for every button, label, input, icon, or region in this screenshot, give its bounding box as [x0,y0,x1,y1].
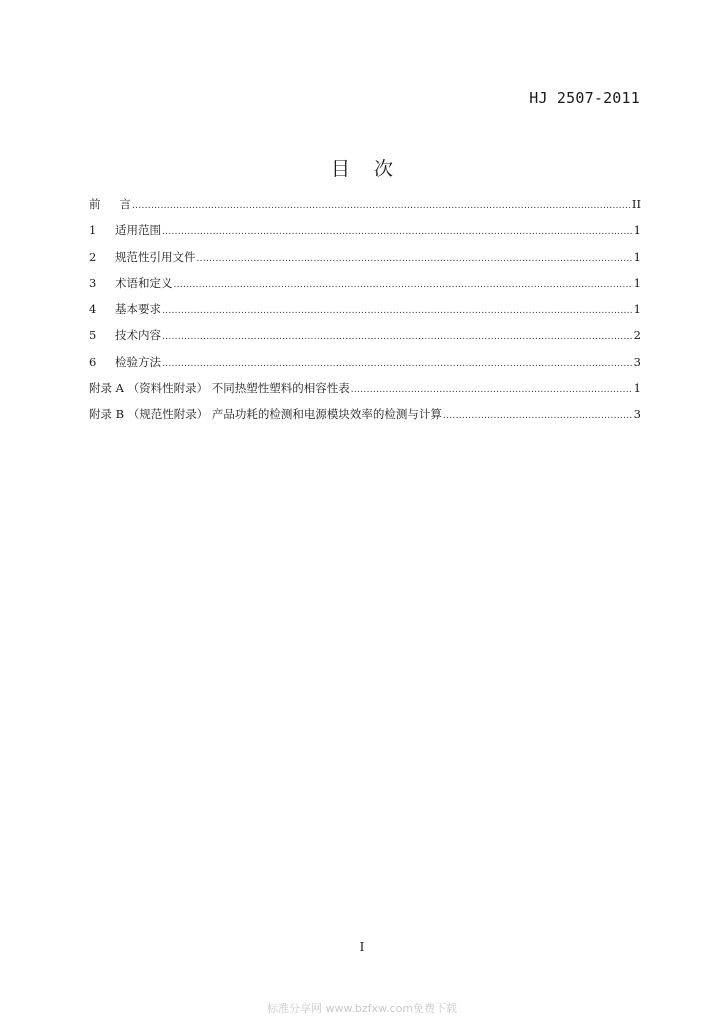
toc-entry-2[interactable] [89,249,641,275]
toc-entry-number: 5 [89,328,97,343]
toc-leader-dots [443,411,633,421]
toc-entry-label-part: 言 [119,197,131,211]
toc-entry-appendix-b[interactable] [89,406,641,432]
toc-entry-4[interactable] [89,301,641,327]
toc-entry-label-part: 前 [89,197,101,211]
toc-entry-number: 3 [89,275,97,290]
toc-leader-dots [162,359,633,369]
toc-entry-label: 技术内容 [115,328,161,343]
toc-entry-number: 1 [89,223,97,238]
toc-entry-label [89,196,131,212]
toc-entry-page: 1 [633,302,641,317]
toc-entry-number: 6 [89,354,97,369]
toc-entry-foreword[interactable] [89,196,641,222]
toc-entry-page: 1 [633,249,641,264]
document-code: HJ 2507-2011 [529,89,640,107]
toc-leader-dots [162,332,633,342]
toc-list [89,196,641,433]
toc-entry-page: II [631,197,641,211]
toc-entry-3[interactable] [89,275,641,301]
toc-entry-label: 术语和定义 [115,275,173,290]
toc-entry-label: 规范性引用文件 [115,249,196,264]
toc-entry-1[interactable] [89,222,641,248]
toc-entry-page: 3 [633,407,641,422]
toc-entry-page: 2 [633,328,641,343]
toc-entry-label: 检验方法 [115,354,161,369]
toc-entry-page: 1 [633,275,641,290]
toc-leader-dots [197,254,633,264]
toc-entry-page: 1 [633,223,641,238]
toc-title: 目次 [330,158,417,180]
toc-entry-label: 附录 A （资料性附录） 不同热塑性塑料的相容性表 [89,381,350,396]
toc-leader-dots [174,280,633,290]
toc-entry-appendix-a[interactable] [89,380,641,406]
toc-entry-5[interactable] [89,327,641,353]
toc-entry-label: 附录 B （规范性附录） 产品功耗的检测和电源模块效率的检测与计算 [89,407,442,422]
toc-entry-6[interactable] [89,354,641,380]
toc-leader-dots [162,306,633,316]
page-number: I [359,940,365,954]
toc-entry-page: 1 [633,381,641,396]
toc-leader-dots [351,385,633,395]
watermark-text: 标准分享网 www.bzfxw.com免费下载 [266,1002,458,1015]
toc-entry-number: 4 [89,302,97,317]
toc-entry-number: 2 [89,249,97,264]
toc-entry-label: 适用范围 [115,223,161,238]
toc-leader-dots [162,227,633,237]
toc-entry-label: 基本要求 [115,302,161,317]
toc-leader-dots [132,201,631,211]
toc-entry-page: 3 [633,354,641,369]
